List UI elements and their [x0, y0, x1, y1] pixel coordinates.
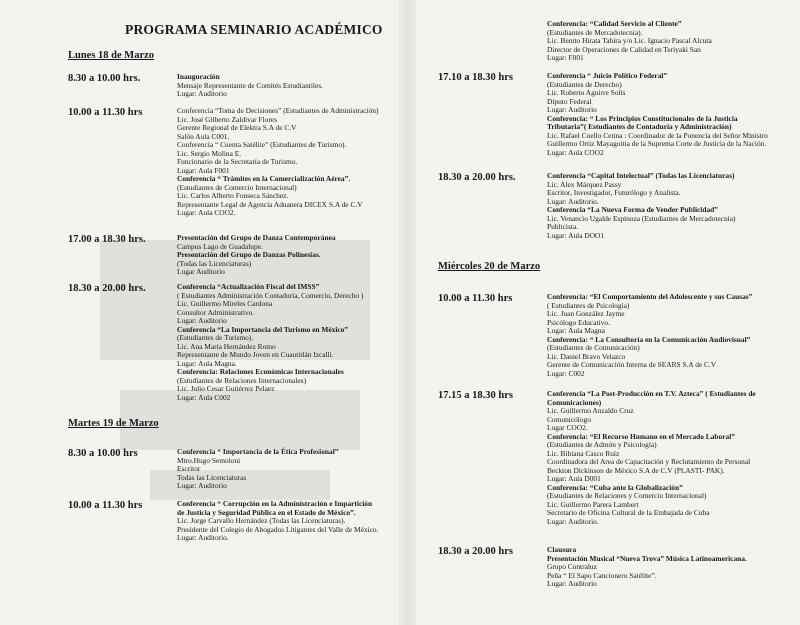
detail-line: (Estudiantes de Derecho) — [547, 79, 622, 89]
schedule-entry — [68, 500, 378, 543]
detail-line: Lic. Jorge Carvallo Hernández (Todas las Licenciaturas). — [177, 516, 346, 525]
detail-line: Diputo Federal — [547, 96, 592, 106]
schedule-entry — [438, 72, 768, 157]
detail-line: Lugar: Aula Magna. — [177, 358, 237, 368]
detail-line: Inauguración — [177, 72, 220, 81]
detail-line: Lugar: Auditorio — [547, 105, 597, 114]
entry-time: 18.30 a 20.00 hrs. — [438, 172, 516, 183]
entry-details — [547, 72, 768, 157]
detail-line: Conferencia “ Cuenta Satélite” (Estudiantes de Turismo). — [177, 140, 347, 149]
detail-line: Comunicaciones) — [547, 397, 602, 407]
entry-details — [547, 172, 735, 240]
schedule-entry — [68, 448, 338, 491]
detail-line: Lic. Bibiana Casco Ruíz — [547, 448, 620, 458]
detail-line: Psicólogo Educativo. — [547, 317, 610, 327]
detail-line: Salón Aula C001. — [177, 131, 230, 141]
entry-time: 10.00 a 11.30 hrs — [68, 107, 143, 118]
detail-line: (Estudiantes de Admón y Psicología) — [547, 440, 657, 449]
detail-line: Representante de Mundo Joven en Cuautitlán Izcalli. — [177, 350, 334, 359]
detail-line: Gerente de Comunicación Interna de SEARS S.A de C.V — [547, 360, 717, 369]
detail-line: Lugar Auditorio — [177, 267, 225, 276]
detail-line: Lugar: Aula D001 — [547, 474, 601, 483]
detail-line: Lugar: Auditorio — [177, 89, 227, 98]
detail-line: Funcionario de la Secretaría de Turismo. — [177, 157, 298, 166]
detail-line: (Estudiantes de Mercadotecnia). — [547, 27, 643, 37]
detail-line: ( Estudiantes Administración Contaduría, Comercio, Derecho ) — [177, 290, 364, 300]
detail-line: Consultor Administrativo. — [177, 307, 255, 317]
detail-line: Lugar: Aula Magna — [547, 326, 605, 335]
detail-line: Conferencia “Actualización Fiscal del IMSS” — [177, 282, 320, 291]
detail-line: (Estudiantes de Turismo). — [177, 333, 254, 342]
detail-line: Comunicólogo — [547, 414, 591, 424]
schedule-entry — [68, 234, 336, 277]
detail-line: Escritor — [177, 464, 201, 473]
detail-line: Conferencia: “El Recurso Humano en el Mercado Laboral” — [547, 431, 735, 441]
detail-line: Tributaria”( Estudiantes de Contaduría y Administración) — [547, 122, 732, 131]
detail-line: Conferencia “Capital Intelectual” (Todas las Licenciaturas) — [547, 171, 735, 180]
entry-time: 17.00 a 18.30 hrs. — [68, 234, 146, 245]
detail-line: Lugar: Aula COO2. — [177, 208, 236, 217]
detail-line: Conferencia “La Importancia del Turismo en México” — [177, 324, 349, 334]
detail-line: Conferencia “ Trámites en la Comercialización Aérea”. — [177, 174, 351, 183]
detail-line: Clausura — [547, 545, 577, 554]
entry-time — [438, 20, 547, 63]
detail-line: Mensaje Representante de Comités Estudiantiles. — [177, 80, 323, 90]
detail-line: (Estudiantes de Comunicación) — [547, 343, 640, 352]
entry-time: 17.15 a 18.30 hrs — [438, 390, 513, 401]
detail-line: Conferencia “La Nueva Forma de Vender Publicidad” — [547, 205, 718, 214]
detail-line: Conferencia: Relaciones Económicas Internacionales — [177, 367, 344, 376]
detail-line: Conferencia “ Importancia de la Ética Profesional” — [177, 447, 339, 456]
detail-line: Campus Lago de Guadalupe. — [177, 241, 263, 251]
detail-line: (Todas las Licenciaturas) — [177, 258, 252, 268]
entry-time: 8.30 a 10.00 hrs. — [68, 73, 141, 84]
detail-line: Lic. Roberto Aguirre Solís — [547, 88, 626, 97]
detail-line: Conferencia “ Corrupción en la Administración e Impartición — [177, 499, 373, 508]
day-heading-wednesday: Miércoles 20 de Marzo — [438, 261, 541, 272]
detail-line: Gerente Regional de Elektra S.A de C.V — [177, 123, 297, 132]
entry-details — [177, 283, 363, 402]
entry-time: 18.30 a 20.00 hrs. — [68, 283, 146, 294]
day-heading-tuesday: Martes 19 de Marzo — [68, 418, 159, 429]
detail-line: Coordinadora del Area de Capacitación y Reclutamiento de Personal — [547, 457, 751, 466]
detail-line: Lugar: Auditorio — [547, 579, 597, 588]
detail-line: Lugar: Auditorio — [177, 316, 227, 325]
detail-line: Lugar: Auditorio — [177, 481, 227, 490]
detail-line: Lic. Ana María Hernández Romo — [177, 341, 276, 351]
detail-line: ( Estudiantes de Psicología) — [547, 300, 630, 310]
entry-details — [177, 107, 378, 218]
detail-line: (Estudiantes de Relaciones y Comercio Internacional) — [547, 491, 707, 500]
entry-details — [547, 293, 752, 378]
entry-details — [177, 234, 336, 277]
detail-line: Presidente del Colegio de Abogados Litigantes del Valle de México. — [177, 524, 379, 534]
detail-line: Lic. Julio Cesar Gutiérrez Pelaez — [177, 384, 275, 393]
detail-line: Guillermo Ortiz Mayagoitia de la Suprema Corte de Justicia de la Nación. — [547, 139, 767, 148]
detail-line: Lic. Alex Márquez Passy — [547, 179, 622, 189]
detail-line: Lic. José Gilberto Zaldivar Flores — [177, 114, 277, 124]
detail-line: Escritor, Investigador, Futurólogo y Analista. — [547, 188, 681, 197]
detail-line: Presentación del Grupo de Danza Contemporánea — [177, 233, 336, 242]
detail-line: Secretario de Oficina Cultural de la Embajada de Cuba — [547, 508, 710, 517]
schedule-entry — [438, 546, 747, 589]
entry-time: 10.00 a 11.30 hrs — [438, 293, 513, 304]
detail-line: Director de Operaciones de Calidad en Teriyaki San — [547, 44, 701, 54]
detail-line: Lugar: Aula F001 — [177, 165, 230, 175]
detail-line: Mtro.Hugo Semoloni — [177, 455, 241, 465]
detail-line: Presentación Musical “Nueva Trova” Música Latinoamericana. — [547, 553, 747, 563]
schedule-entry — [68, 283, 363, 402]
detail-line: Conferencia “La Post-Producción en T.V. Azteca” ( Estudiantes de — [547, 389, 756, 398]
schedule-entry — [68, 73, 323, 99]
detail-line: Todas las Licenciaturas — [177, 472, 247, 482]
entry-details — [547, 390, 756, 526]
detail-line: Conferencia: “El Comportamiento del Adolescente y sus Causas” — [547, 292, 753, 301]
detail-line: Lugar: Auditorio. — [177, 533, 229, 542]
detail-line: Conferencia “ Juicio Político Federal” — [547, 71, 668, 80]
detail-line: Grupo Contraluz — [547, 562, 597, 571]
detail-line: Conferencia: “ La Consultoría en la Comunicación Audiovisual” — [547, 334, 751, 344]
entry-details — [177, 448, 338, 491]
entry-details — [547, 20, 712, 63]
detail-line: (Estudiantes de Relaciones Internacionales) — [177, 375, 307, 385]
schedule-entry — [68, 107, 378, 218]
detail-line: Lugar COO2. — [547, 423, 588, 432]
detail-line: Publicista. — [547, 222, 578, 231]
schedule-entry — [438, 172, 735, 240]
detail-line: Representante Legal de Agencia Aduanera DICEX S.A de C.V — [177, 199, 363, 209]
detail-line: Lic. Sergio Molina E. — [177, 148, 242, 158]
entry-time: 17.10 a 18.30 hrs — [438, 72, 513, 83]
detail-line: Lugar: F001 — [547, 53, 584, 62]
detail-line: (Estudiantes de Comercio Internacional) — [177, 182, 297, 192]
detail-line: Conferencia “Toma de Decisiones” (Estudiantes de Administración) — [177, 106, 379, 115]
detail-line: Conferencia: “Calidad Servicio al Cliente” — [547, 19, 682, 28]
entry-time: 8.30 a 10.00 hrs — [68, 448, 138, 459]
detail-line: Peña “ El Sapo Cancionero Satélite”. — [547, 570, 657, 580]
entry-time: 10.00 a 11.30 hrs — [68, 500, 143, 511]
detail-line: Lic. Rafael Coello Cetina : Coordinador de la Ponencia del Señor Ministro — [547, 130, 768, 140]
detail-line: de Justicia y Seguridad Pública en el Estado de México”. — [177, 507, 356, 517]
entry-details — [177, 500, 378, 543]
schedule-entry — [438, 20, 712, 63]
entry-details — [177, 73, 323, 99]
day-heading-monday: Lunes 18 de Marzo — [68, 50, 155, 61]
detail-line: Lic. Guillermo Parera Lambert — [547, 499, 639, 509]
schedule-entry — [438, 390, 756, 526]
detail-line: Lic. Carlos Alberto Fonseca Sánchez. — [177, 191, 289, 200]
entry-time: 18.30 a 20.00 hrs — [438, 546, 513, 557]
detail-line: Lic. Benito Hirata Tahira y/o Lic. Ignacio Pascal Alcuta — [547, 36, 712, 45]
schedule-entry — [438, 293, 752, 378]
detail-line: Conferencia: “Cuba ante la Globalización” — [547, 482, 683, 492]
detail-line: Lic. Venancio Ugalde Espinoza (Estudiantes de Mercadotecnia) — [547, 213, 736, 223]
detail-line: Lugar: Auditorio. — [547, 196, 599, 206]
detail-line: Lugar: Aula DOO1 — [547, 230, 605, 240]
detail-line: Lic. Juan González Jayme — [547, 309, 625, 318]
detail-line: Lic. Guillermo Anzaldo Cruz — [547, 406, 634, 415]
detail-line: Beckton Dickinson de México S.A de C.V (PLASTI- PAK). — [547, 465, 725, 475]
detail-line: Lugar: Aula COO2 — [547, 147, 604, 157]
page-title: PROGRAMA SEMINARIO ACADÉMICO — [125, 22, 383, 37]
detail-line: Conferencia: “ Los Principios Constitucionales de la Justicia — [547, 113, 738, 123]
detail-line: Lic. Guillermo Mireles Cardona — [177, 299, 273, 308]
detail-line: Lugar: Auditorio. — [547, 516, 599, 526]
detail-line: Presentación del Grupo de Danzas Polinesias. — [177, 250, 321, 259]
detail-line: Lugar: C002 — [547, 368, 585, 378]
page-fold — [398, 0, 416, 625]
detail-line: Lic. Daniel Bravo Velazco — [547, 351, 626, 361]
entry-details — [547, 546, 747, 589]
detail-line: Lugar: Aula C002 — [177, 392, 231, 402]
